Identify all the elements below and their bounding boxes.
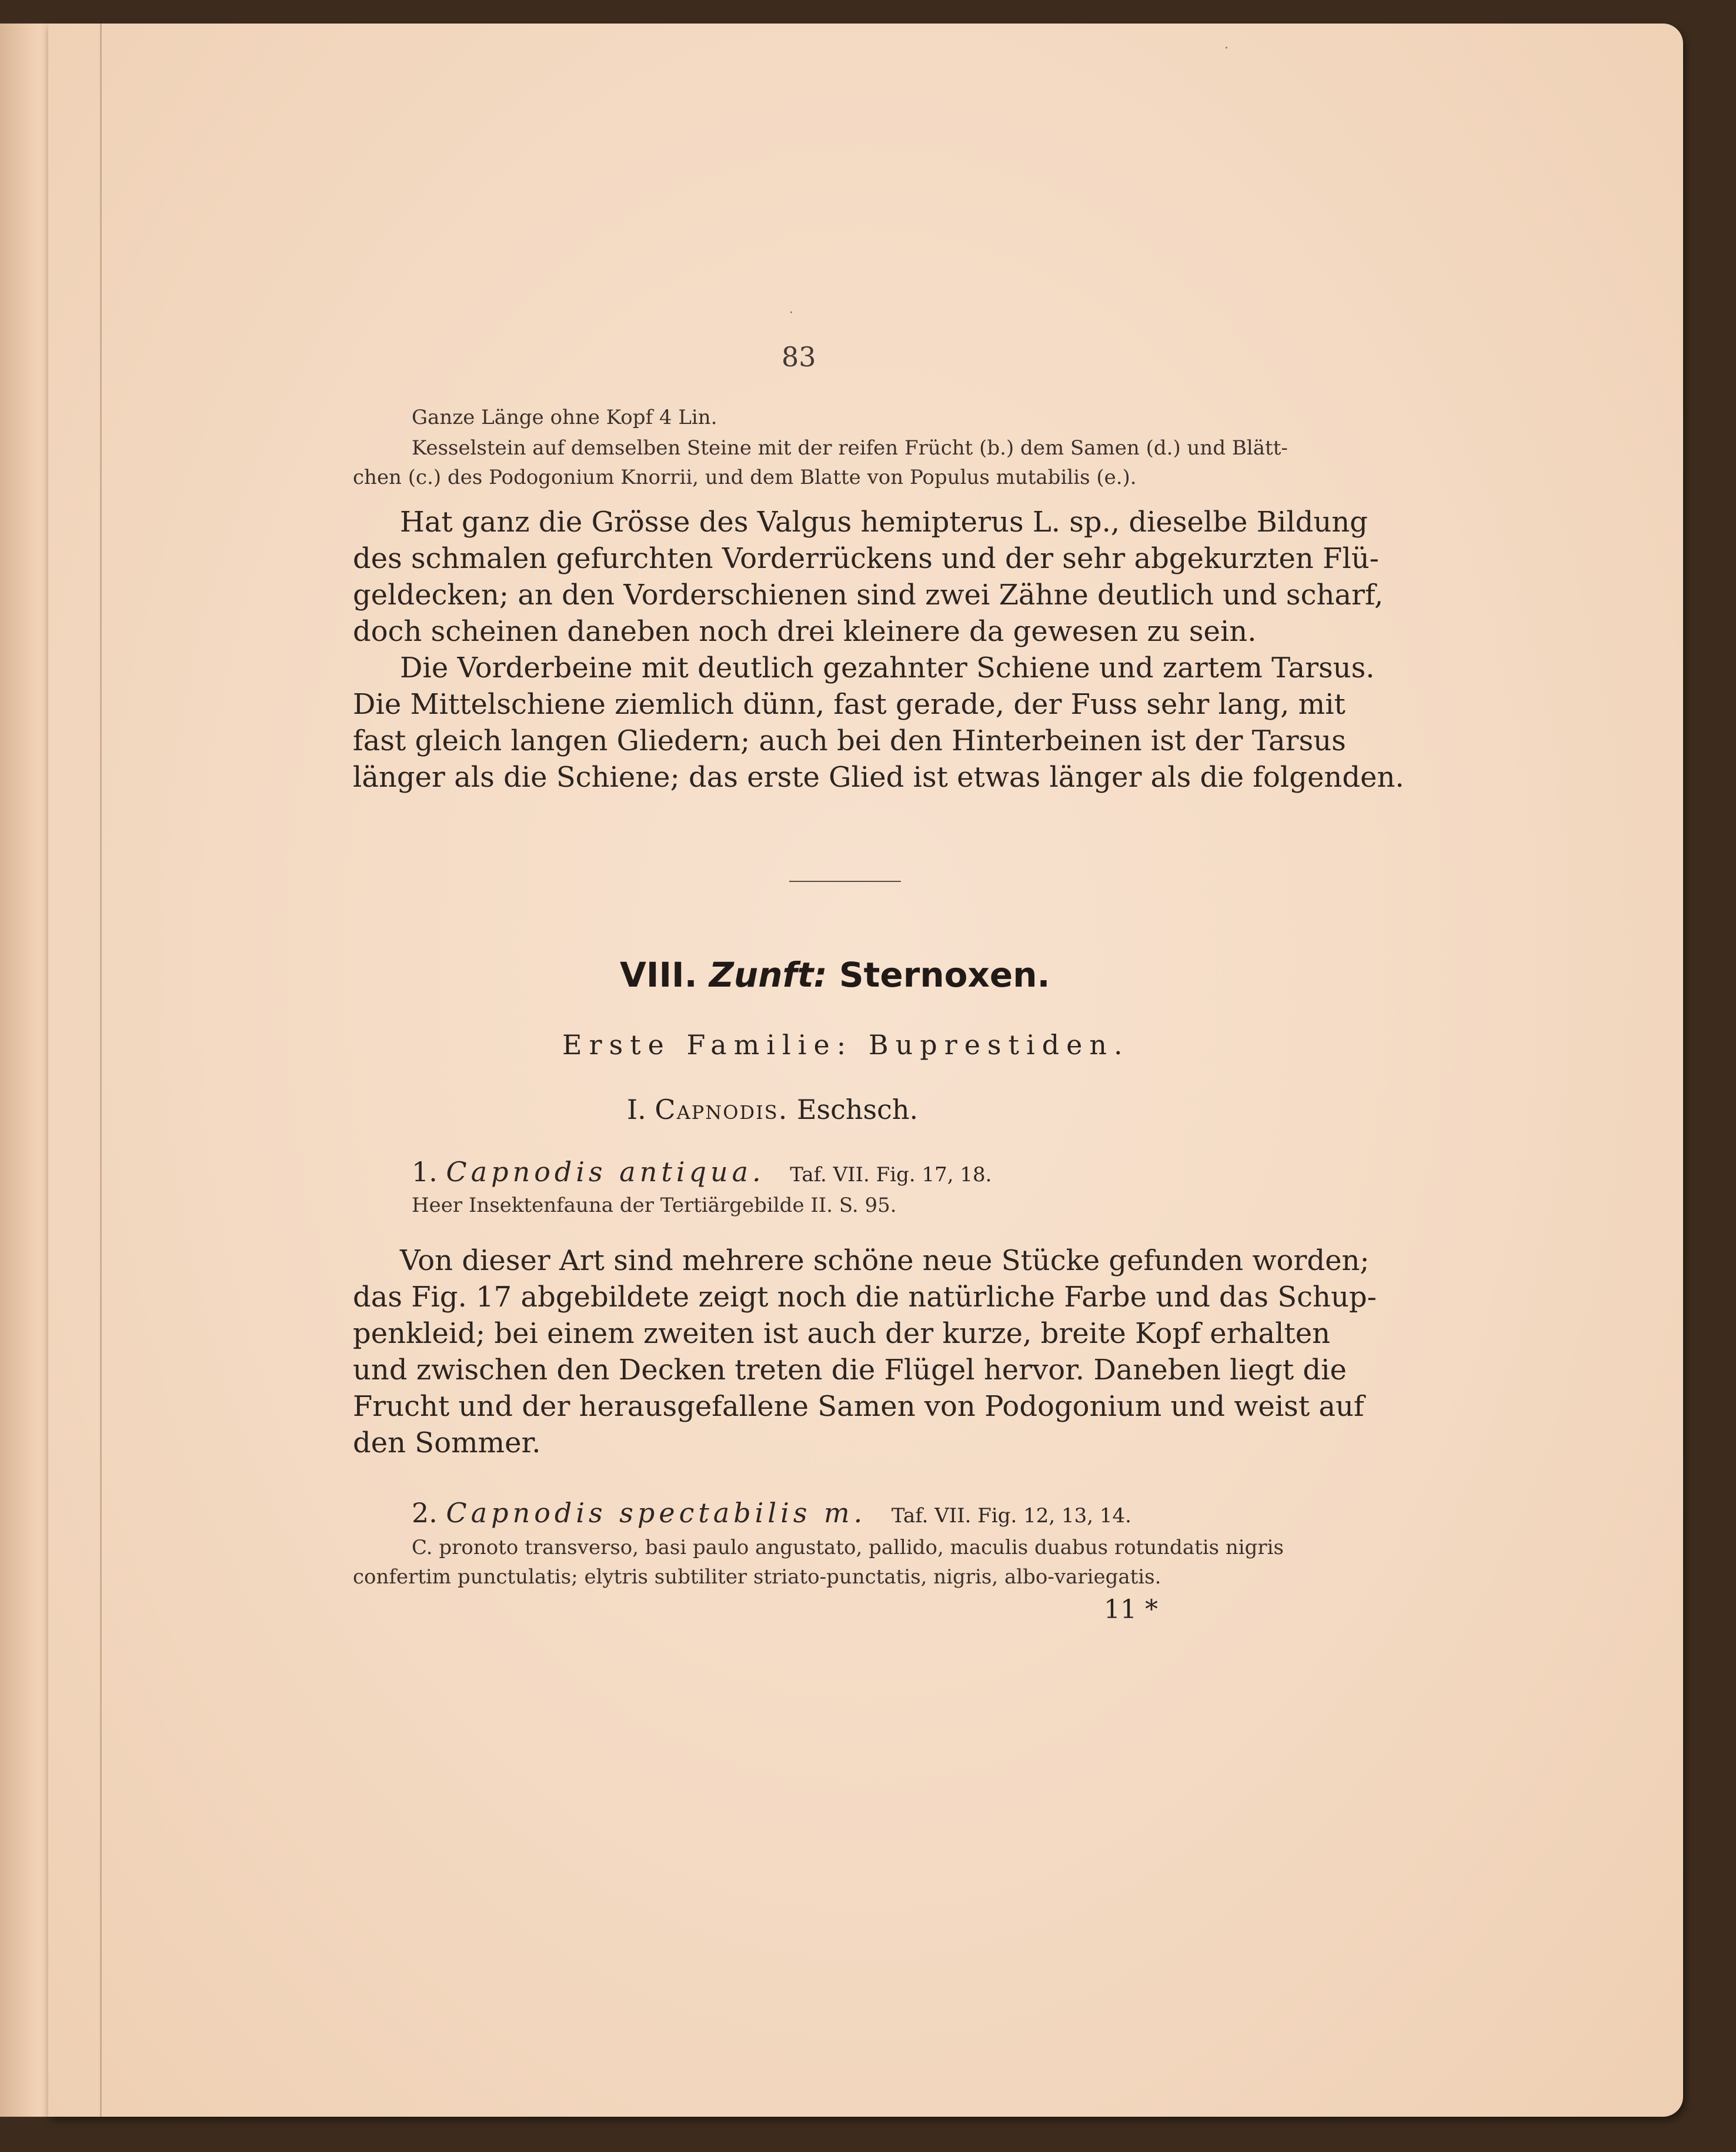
genus-number: I. (627, 1094, 646, 1125)
zunft-name: Sternoxen. (839, 955, 1050, 995)
paragraph-line: penkleid; bei einem zweiten ist auch der kurze, breite Kopf erhalten (353, 1317, 1331, 1350)
paragraph-line: den Sommer. (353, 1426, 541, 1459)
paragraph-line: geldecken; an den Vorderschienen sind zwei Zähne deutlich und scharf, (353, 579, 1384, 611)
zunft-label: Zunft: (709, 955, 827, 995)
species-diagnosis-line: C. pronoto transverso, basi paulo angustato, pallido, maculis duabus rotundatis nigris (412, 1536, 1284, 1559)
species-heading (412, 1497, 1131, 1529)
paragraph-line: Von dieser Art sind mehrere schöne neue Stücke gefunden worden; (400, 1244, 1370, 1277)
familie-heading: Erste Familie: Buprestiden. (562, 1029, 1130, 1061)
paragraph-line: des schmalen gefurchten Vorderrückens und der sehr abgekurzten Flü- (353, 542, 1379, 575)
header-note-line: Ganze Länge ohne Kopf 4 Lin. (412, 406, 717, 429)
paragraph-line: Die Mittelschiene ziemlich dünn, fast gerade, der Fuss sehr lang, mit (353, 688, 1346, 721)
page-speck: · (789, 306, 793, 320)
species-diagnosis-line: confertim punctulatis; elytris subtiliter striato-punctatis, nigris, albo-variegatis. (353, 1565, 1161, 1589)
paragraph-line: Die Vorderbeine mit deutlich gezahnter Schiene und zartem Tarsus. (400, 651, 1375, 684)
species-number: 2. (412, 1497, 438, 1529)
paragraph-line: Hat ganz die Grösse des Valgus hemipterus L. sp., dieselbe Bildung (400, 506, 1368, 539)
paragraph-line: doch scheinen daneben noch drei kleinere da gewesen zu sein. (353, 615, 1257, 648)
zunft-heading (620, 955, 1050, 995)
species-name: Capnodis spectabilis m. (446, 1497, 867, 1529)
genus-heading (627, 1094, 918, 1125)
paragraph-line: und zwischen den Decken treten die Flügel hervor. Daneben liegt die (353, 1354, 1347, 1386)
zunft-numeral: VIII. (620, 955, 697, 995)
book-page (48, 24, 1683, 2117)
species-citation: Heer Insektenfauna der Tertiärgebilde II. S. 95. (412, 1194, 897, 1217)
paragraph-line: fast gleich langen Gliedern; auch bei den Hinterbeinen ist der Tarsus (353, 724, 1346, 757)
genus-name: Capnodis. (655, 1094, 789, 1125)
plate-reference: Taf. VII. Fig. 17, 18. (790, 1163, 992, 1187)
signature-mark: 11 * (1104, 1595, 1158, 1625)
header-note-line: chen (c.) des Podogonium Knorrii, und dem Blatte von Populus mutabilis (e.). (353, 466, 1137, 489)
genus-author: Eschsch. (796, 1094, 919, 1125)
paragraph-line: Frucht und der herausgefallene Samen von Podogonium und weist auf (353, 1390, 1364, 1423)
paragraph-line: das Fig. 17 abgebildete zeigt noch die natürliche Farbe und das Schup- (353, 1281, 1377, 1314)
plate-reference: Taf. VII. Fig. 12, 13, 14. (891, 1504, 1131, 1528)
page-number: 83 (782, 341, 816, 373)
species-number: 1. (412, 1156, 438, 1188)
binding-line (100, 24, 102, 2117)
section-divider (789, 881, 901, 882)
species-heading (412, 1156, 991, 1188)
species-name: Capnodis antiqua. (446, 1156, 765, 1188)
page-speck: · (1224, 41, 1228, 56)
paragraph-line: länger als die Schiene; das erste Glied ist etwas länger als die folgenden. (353, 761, 1404, 794)
header-note-line: Kesselstein auf demselben Steine mit der reifen Frücht (b.) dem Samen (d.) und Blätt- (412, 436, 1288, 460)
